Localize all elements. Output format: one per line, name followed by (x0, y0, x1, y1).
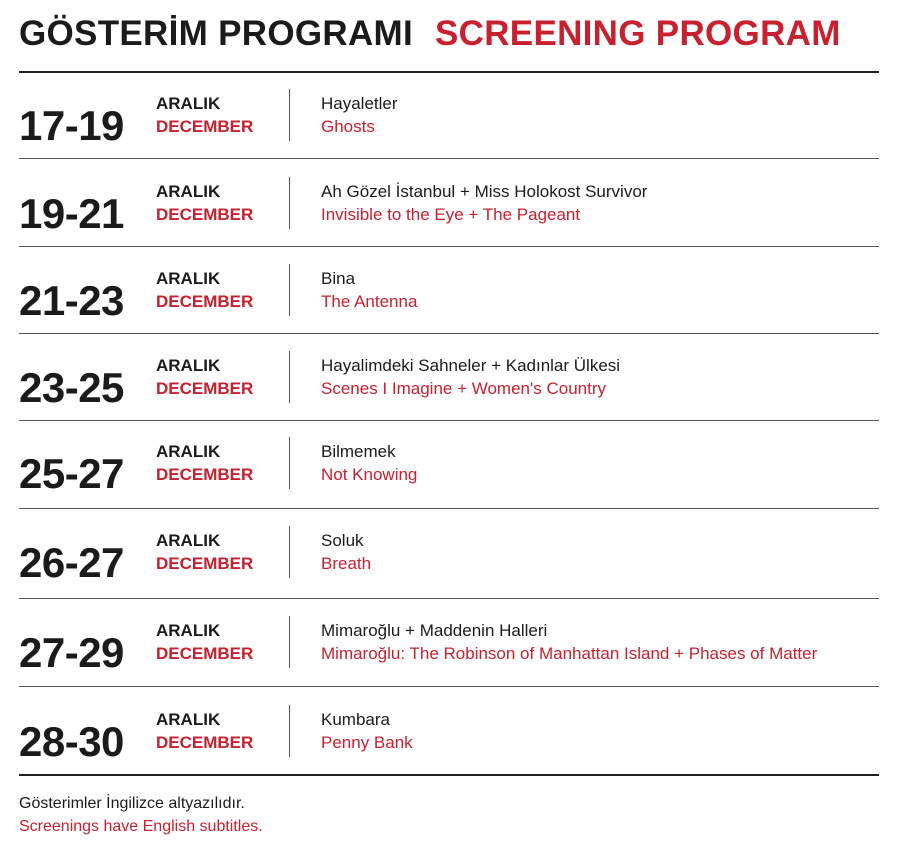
month-english: DECEMBER (156, 733, 254, 752)
footer-divider (19, 774, 879, 776)
screening-dates: 28-30 (19, 718, 124, 765)
header-divider (19, 71, 879, 73)
film-titles (321, 529, 371, 575)
screening-month (156, 180, 253, 226)
film-titles (321, 354, 620, 400)
screening-row (19, 430, 889, 518)
row-separator (289, 705, 290, 757)
page-title (19, 14, 841, 54)
screening-dates: 23-25 (19, 364, 124, 411)
film-title-turkish: Ah Gözel İstanbul + Miss Holokost Survivor (321, 182, 648, 201)
film-title-english: The Antenna (321, 292, 418, 311)
month-turkish: ARALIK (156, 442, 221, 461)
film-title-turkish: Kumbara (321, 710, 390, 729)
month-english: DECEMBER (156, 117, 254, 136)
month-turkish: ARALIK (156, 182, 221, 201)
screening-row (19, 698, 889, 786)
screening-dates: 27-29 (19, 629, 124, 676)
film-title-english: Invisible to the Eye + The Pageant (321, 205, 581, 224)
month-turkish: ARALIK (156, 531, 221, 550)
row-divider (19, 158, 879, 159)
screening-month (156, 92, 253, 138)
screening-row (19, 257, 889, 345)
screening-dates: 17-19 (19, 102, 124, 149)
film-title-english: Breath (321, 554, 372, 573)
film-title-turkish: Hayaletler (321, 94, 398, 113)
screening-month (156, 619, 253, 665)
film-title-turkish: Soluk (321, 531, 364, 550)
screening-row (19, 519, 889, 607)
month-turkish: ARALIK (156, 621, 221, 640)
row-separator (289, 437, 290, 489)
film-titles (321, 180, 647, 226)
screening-dates: 26-27 (19, 539, 124, 586)
film-titles (321, 708, 413, 754)
film-title-english: Ghosts (321, 117, 375, 136)
film-titles (321, 267, 417, 313)
month-english: DECEMBER (156, 205, 254, 224)
row-separator (289, 177, 290, 229)
film-title-turkish: Hayalimdeki Sahneler + Kadınlar Ülkesi (321, 356, 621, 375)
film-title-turkish: Bina (321, 269, 356, 288)
row-separator (289, 616, 290, 668)
note-english: Screenings have English subtitles. (19, 818, 263, 835)
film-title-turkish: Bilmemek (321, 442, 396, 461)
row-separator (289, 526, 290, 578)
film-titles (321, 440, 417, 486)
row-divider (19, 420, 879, 421)
row-separator (289, 89, 290, 141)
subtitle-note (19, 792, 263, 838)
month-turkish: ARALIK (156, 269, 221, 288)
screening-month (156, 267, 253, 313)
film-title-english: Not Knowing (321, 465, 418, 484)
screening-row (19, 344, 889, 432)
film-title-english: Scenes I Imagine + Women's Country (321, 379, 606, 398)
row-divider (19, 333, 879, 334)
film-titles (321, 92, 398, 138)
screening-dates: 19-21 (19, 190, 124, 237)
screening-month (156, 708, 253, 754)
screening-month (156, 440, 253, 486)
screening-row (19, 82, 889, 170)
month-turkish: ARALIK (156, 94, 221, 113)
month-english: DECEMBER (156, 644, 254, 663)
row-divider (19, 686, 879, 687)
title-english: SCREENING PROGRAM (435, 14, 841, 53)
row-divider (19, 598, 879, 599)
month-english: DECEMBER (156, 554, 254, 573)
row-separator (289, 264, 290, 316)
month-english: DECEMBER (156, 465, 254, 484)
month-turkish: ARALIK (156, 710, 221, 729)
row-separator (289, 351, 290, 403)
film-titles (321, 619, 817, 665)
screening-dates: 25-27 (19, 450, 124, 497)
screening-row (19, 609, 889, 697)
title-turkish: GÖSTERİM PROGRAMI (19, 14, 413, 53)
screening-month (156, 354, 253, 400)
note-turkish: Gösterimler İngilizce altyazılıdır. (19, 795, 245, 812)
screening-row (19, 170, 889, 258)
month-english: DECEMBER (156, 292, 254, 311)
row-divider (19, 508, 879, 509)
month-turkish: ARALIK (156, 356, 221, 375)
screening-dates: 21-23 (19, 277, 124, 324)
film-title-turkish: Mimaroğlu + Maddenin Halleri (321, 621, 548, 640)
screening-month (156, 529, 253, 575)
film-title-english: Penny Bank (321, 733, 413, 752)
film-title-english: Mimaroğlu: The Robinson of Manhattan Island + Phases of Matter (321, 644, 818, 663)
month-english: DECEMBER (156, 379, 254, 398)
row-divider (19, 246, 879, 247)
